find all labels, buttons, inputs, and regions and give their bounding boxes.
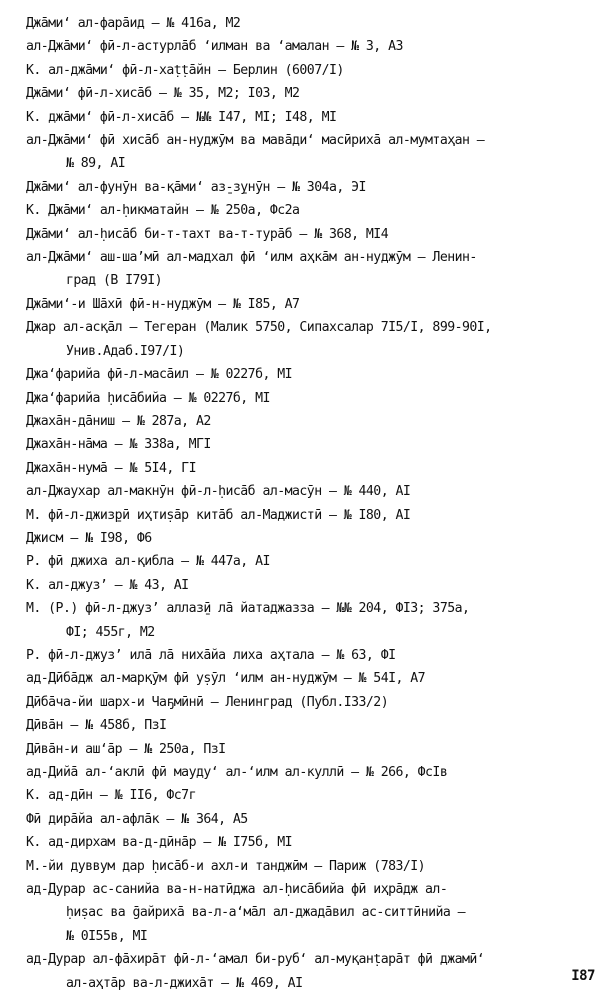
entry-continuation: № 89, АI (66, 156, 126, 172)
entry-text: ал-Джаухар ал-макнӯн фӣ-л-ḥисāб ал-масӯн – № 440, АI (26, 484, 411, 500)
entry-text: Дӣвāн – № 458б, ПзI (26, 718, 167, 734)
index-entry (26, 714, 596, 737)
index-entry (26, 784, 596, 807)
entry-continuation: № 0I55в, МI (66, 928, 148, 944)
index-entry (26, 948, 596, 995)
index-entry (26, 246, 596, 293)
index-entry (26, 387, 596, 410)
index-entry (26, 363, 596, 386)
entry-continuation: град (В I79I) (66, 273, 163, 289)
index-entry (26, 855, 596, 878)
index-entry (26, 59, 596, 82)
index-entry (26, 574, 596, 597)
entry-continuation: ФI; 455г, М2 (66, 624, 155, 640)
entry-text: К. ал-джāми‘ фӣ-л-хаṭṭāйн – Берлин (6007/I) (26, 62, 344, 78)
entry-text: ал-Джāми‘ аш-ша’мӣ ал-мадхал фӣ ‘илм аҳкāм ан-нуджӯм – Ленин- (26, 250, 477, 266)
index-entry (26, 761, 596, 784)
entry-text: Джāми‘ ал-фарāид – № 416а, М2 (26, 16, 241, 31)
bibliography-index-list (26, 12, 596, 995)
index-entry (26, 433, 596, 456)
entry-text: К. Джāми‘ ал-ḥикматайн – № 250а, Фс2а (26, 203, 300, 219)
entry-text: ал-Джāми‘ фӣ хисāб ан-нуджӯм ва мавāди‘ масӣрихā ал-мумтаҳан – (26, 133, 485, 149)
index-entry (26, 691, 596, 714)
index-entry (26, 410, 596, 433)
entry-continuation: ḥиṣас ва ḡайрихā ва-л-а‘мāл ал-джадāвил ас-ситтӣнийа – (66, 905, 466, 921)
index-entry (26, 106, 596, 129)
entry-text: Фӣ дирāйа ал-афлāк – № 364, А5 (26, 811, 248, 827)
entry-text: Джāми‘ ал-фунӯн ва-қāми‘ аз̱-з̱унӯн – № 304а, ЭI (26, 179, 366, 195)
entry-text: М. (Р.) фӣ-л-джуз’ аллаз̱ӣ лā йатаджазза – №№ 204, ФI3; 375а, (26, 601, 470, 617)
entry-text: Джахāн-нāма – № 338а, МГI (26, 437, 211, 453)
entry-text: ал-Джāми‘ фӣ-л-астурлāб ‘илман ва ‘амалан – № 3, А3 (26, 39, 403, 55)
index-entry (26, 223, 596, 246)
index-entry (26, 199, 596, 222)
entry-text: К. ад-дирхам ва-д-дӣнāр – № I75б, МI (26, 835, 293, 851)
entry-text: Дӣвāн-и аш‘āр – № 250а, ПзI (26, 741, 226, 757)
entry-text: Джисм – № I98, Ф6 (26, 530, 152, 546)
entry-text: Джа‘фарийа ḥисāбийа – № 0227б, МI (26, 390, 270, 406)
entry-text: К. ад-дӣн – № II6, Фс7г (26, 788, 196, 804)
index-entry (26, 831, 596, 854)
index-entry (26, 176, 596, 199)
index-entry (26, 82, 596, 105)
page-number: I87 (571, 968, 595, 984)
entry-text: Джар ал-асқāл – Тегеран (Малик 5750, Сипахсалар 7I5/I, 899-90I, (26, 320, 492, 336)
entry-text: ад-Дурар ас-санийа ва-н-натӣджа ал-ḥисāбийа фӣ иҳрāдж ал- (26, 882, 448, 898)
entry-text: Джāми‘-и Шāхӣ фӣ-н-нуджӯм – № I85, А7 (26, 296, 300, 312)
entry-text: М. фӣ-л-джиз̱рӣ иҳтиṣāр китāб ал-Маджистӣ – № I80, АI (26, 507, 411, 523)
index-entry (26, 738, 596, 761)
entry-continuation: ал-аҳтāр ва-л-джихāт – № 469, АI (66, 975, 303, 991)
index-entry (26, 667, 596, 690)
entry-text: Джāми‘ ал-ḥисāб би-т-тахт ва-т-турāб – № 368, МI4 (26, 226, 389, 242)
index-entry (26, 878, 596, 948)
index-entry (26, 550, 596, 573)
entry-text: ад-Дийā ал-‘аклӣ фӣ мауду‘ ал-‘илм ал-куллӣ – № 266, ФсIв (26, 765, 448, 780)
entry-text: Джахāн-нумā – № 5I4, ГI (26, 460, 196, 476)
entry-text: К. ал-джуз’ – № 43, АI (26, 577, 189, 593)
index-entry (26, 504, 596, 527)
entry-continuation: Унив.Адаб.I97/I) (66, 343, 185, 359)
index-entry (26, 129, 596, 176)
index-entry (26, 480, 596, 503)
index-entry (26, 597, 596, 644)
entry-text: Дӣбāча-йи шарх-и Чаҕмӣнӣ – Ленинград (Публ.I33/2) (26, 694, 389, 710)
entry-text: ад-Дӣбāдж ал-марқӯм фӣ уṣӯл ‘илм ан-нуджӯм – № 54I, А7 (26, 671, 426, 687)
entry-text: Джāми‘ фӣ-л-хисāб – № 35, М2; I03, М2 (26, 86, 300, 102)
entry-text: Р. фӣ-л-джуз’ илā лā нихāйа лиха аҳтала – № 63, ФI (26, 647, 396, 663)
index-entry (26, 293, 596, 316)
entry-text: К. джāми‘ фӣ-л-хисāб – №№ I47, МI; I48, МI (26, 109, 337, 125)
entry-text: ад-Дурар ал-фāхирāт фӣ-л-‘амал би-руб‘ ал-муқанṭарāт фӣ джамӣ‘ (26, 952, 485, 968)
index-entry (26, 35, 596, 58)
entry-text: Джа‘фарийа фӣ-л-масāил – № 0227б, МI (26, 367, 293, 383)
index-entry (26, 808, 596, 831)
index-entry (26, 316, 596, 363)
entry-text: Р. фӣ джиха ал-қибла – № 447а, АI (26, 554, 270, 570)
entry-text: М.-йи дуввум дар ḥисāб-и ахл-и танджӣм – Париж (783/I) (26, 858, 426, 874)
entry-text: Джахāн-дāниш – № 287а, А2 (26, 413, 211, 429)
index-entry (26, 644, 596, 667)
index-entry (26, 527, 596, 550)
index-entry (26, 457, 596, 480)
index-entry (26, 12, 596, 35)
